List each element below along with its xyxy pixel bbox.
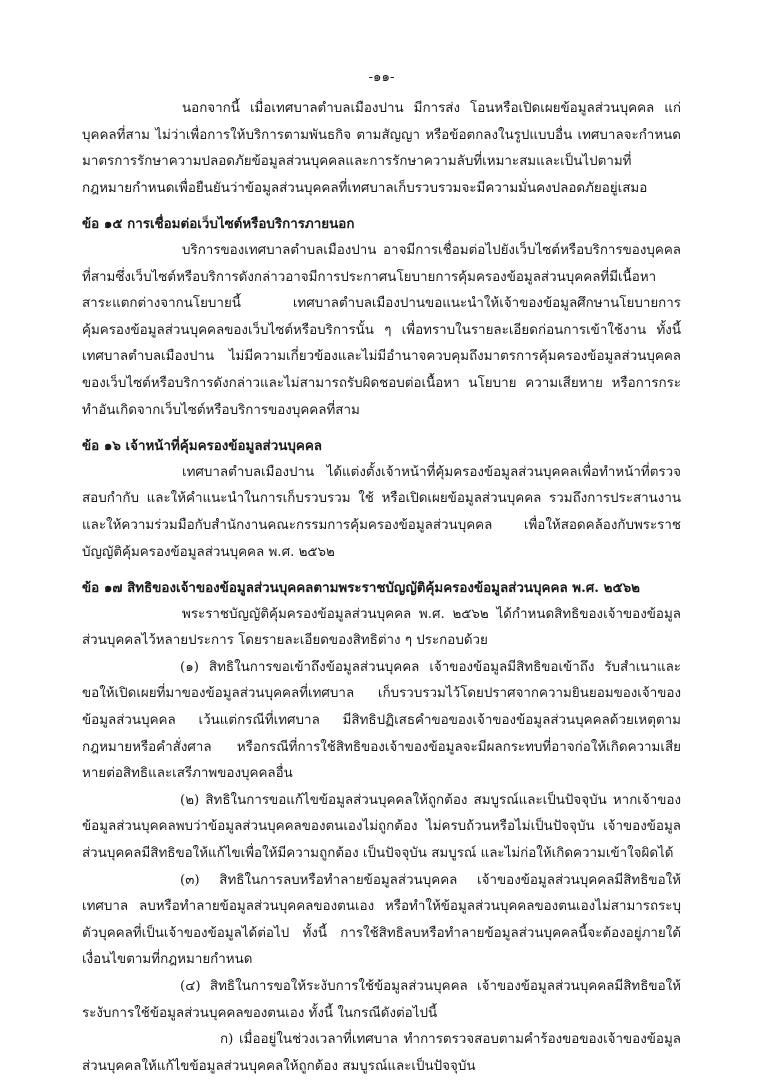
section-15-body: บริการของเทศบาลตำบลเมืองปาน อาจมีการเชื่อมต่อไปยังเว็บไซต์หรือบริการของบุคคลที่สามซึ่งเว็บไซต์หรือบริการดังกล่าวอาจมีการประกาศนโยบายการคุ้มครองข้อมูลส่วนบุคคลที่มีเนื้อหาสาระแตกต่างจากนโยบายนี้ เทศบาลตำบลเมืองปานขอแนะนำให้เจ้าของข้อมูลศึกษานโยบายการคุ้มครองข้อมูลส่วนบุคคลของเว็บไซต์หรือบริการนั้น ๆ เพื่อทราบในรายละเอียดก่อนการเข้าใช้งาน ทั้งนี้ เทศบาลตำบลเมืองปาน ไม่มีความเกี่ยวข้องและไม่มีอำนาจควบคุมถึงมาตรการคุ้มครองข้อมูลส่วนบุคคลของเว็บไซต์หรือบริการดังกล่าวและไม่สามารถรับผิดชอบต่อเนื้อหา นโยบาย ความเสียหาย หรือการกระทำอันเกิดจากเว็บไซต์หรือบริการของบุคคลที่สาม (82, 242, 681, 418)
section-17-item-4a: ก) เมื่ออยู่ในช่วงเวลาที่เทศบาล ทำการตรวจสอบตามคำร้องขอของเจ้าของข้อมูลส่วนบุคคลให้แก้ไขข้อมูลส่วนบุคคลให้ถูกต้อง สมบูรณ์และเป็นปัจจุบัน (82, 1032, 681, 1074)
section-15-heading: ข้อ ๑๕ การเชื่อมต่อเว็บไซต์หรือบริการภายนอก (82, 216, 355, 233)
section-17-item-1: (๑) สิทธิในการขอเข้าถึงข้อมูลส่วนบุคคล เจ้าของข้อมูลมีสิทธิขอเข้าถึง รับสำเนาและขอให้เปิดเผยที่มาของข้อมูลส่วนบุคคลที่เทศบาล เก็บรวบรวมไว้โดยปราศจากความยินยอมของเจ้าของข้อมูลส่วนบุคคล เว้นแต่กรณีที่เทศบาล มีสิทธิปฏิเสธคำขอของเจ้าของข้อมูลส่วนบุคคลด้วยเหตุตามกฎหมายหรือคำสั่งศาล หรือกรณีที่การใช้สิทธิของเจ้าของข้อมูลจะมีผลกระทบที่อาจก่อให้เกิดความเสียหายต่อสิทธิและเสรีภาพของบุคคลอื่น (82, 659, 681, 782)
page-number: -๑๑- (368, 70, 395, 85)
section-17-item-4: (๔) สิทธิในการขอให้ระงับการใช้ข้อมูลส่วนบุคคล เจ้าของข้อมูลส่วนบุคคลมีสิทธิขอให้ระงับการใช้ข้อมูลส่วนบุคคลของตนเอง ทั้งนี้ ในกรณีดังต่อไปนี้ (82, 979, 681, 1021)
section-17-intro: พระราชบัญญัติคุ้มครองข้อมูลส่วนบุคคล พ.ศ. ๒๕๖๒ ได้กำหนดสิทธิของเจ้าของข้อมูลส่วนบุคคลไว้หลายประการ โดยรายละเอียดของสิทธิต่าง ๆ ประกอบด้วย (82, 606, 681, 649)
section-17-heading: ข้อ ๑๗ สิทธิของเจ้าของข้อมูลส่วนบุคคลตามพระราชบัญญัติคุ้มครองข้อมูลส่วนบุคคล พ.ศ. ๒๕๖๒ (82, 580, 640, 597)
intro-paragraph: นอกจากนี้ เมื่อเทศบาลตำบลเมืองปาน มีการส่ง โอนหรือเปิดเผยข้อมูลส่วนบุคคล แก่บุคคลที่สาม ไม่ว่าเพื่อการให้บริการตามพันธกิจ ตามสัญญา หรือข้อตกลงในรูปแบบอื่น เทศบาลจะกำหนดมาตรการรักษาความปลอดภัยข้อมูลส่วนบุคคลและการรักษาความลับที่เหมาะสมและเป็นไปตามที่กฎหมายกำหนดเพื่อยืนยันว่าข้อมูลส่วนบุคคลที่เทศบาลเก็บรวบรวมจะมีความมั่นคงปลอดภัยอยู่เสมอ (82, 101, 681, 196)
section-17-item-2: (๒) สิทธิในการขอแก้ไขข้อมูลส่วนบุคคลให้ถูกต้อง สมบูรณ์และเป็นปัจจุบัน หากเจ้าของข้อมูลส่วนบุคคลพบว่าข้อมูลส่วนบุคคลของตนเองไม่ถูกต้อง ไม่ครบถ้วนหรือไม่เป็นปัจจุบัน เจ้าของข้อมูลส่วนบุคคลมีสิทธิขอให้แก้ไขเพื่อให้มีความถูกต้อง เป็นปัจจุบัน สมบูรณ์ และไม่ก่อให้เกิดความเข้าใจผิดได้ (82, 792, 681, 862)
section-16-heading: ข้อ ๑๖ เจ้าหน้าที่คุ้มครองข้อมูลส่วนบุคคล (82, 438, 322, 455)
section-17-item-3: (๓) สิทธิในการลบหรือทำลายข้อมูลส่วนบุคคล เจ้าของข้อมูลส่วนบุคคลมีสิทธิขอให้เทศบาล ลบหรือทำลายข้อมูลส่วนบุคคลของตนเอง หรือทำให้ข้อมูลส่วนบุคคลของตนเองไม่สามารถระบุตัวบุคคลที่เป็นเจ้าของข้อมูลได้ต่อไป ทั้งนี้ การใช้สิทธิลบหรือทำลายข้อมูลส่วนบุคคลนี้จะต้องอยู่ภายใต้เงื่อนไขตามที่กฎหมายกำหนด (82, 872, 681, 968)
section-16-body: เทศบาลตำบลเมืองปาน ได้แต่งตั้งเจ้าหน้าที่คุ้มครองข้อมูลส่วนบุคคลเพื่อทำหน้าที่ตรวจสอบกำกับ และให้คำแนะนำในการเก็บรวบรวม ใช้ หรือเปิดเผยข้อมูลส่วนบุคคล รวมถึงการประสานงานและให้ความร่วมมือกับสำนักงานคณะกรรมการคุ้มครองข้อมูลส่วนบุคคล เพื่อให้สอดคล้องกับพระราชบัญญัติคุ้มครองข้อมูลส่วนบุคคล พ.ศ. ๒๕๖๒ (82, 464, 681, 560)
